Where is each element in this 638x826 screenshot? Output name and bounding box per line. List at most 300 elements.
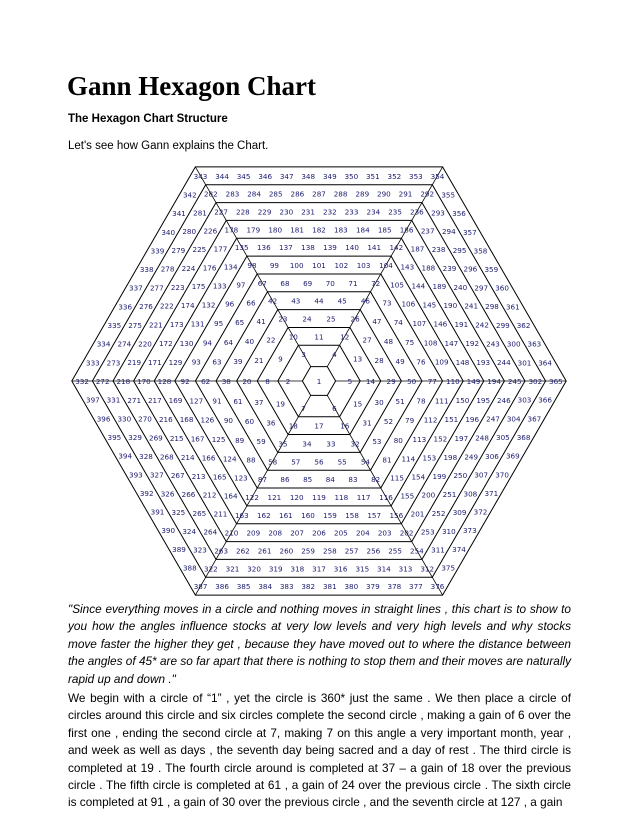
hexagon-number: 261 — [257, 546, 272, 556]
hexagon-number: 87 — [257, 475, 267, 485]
hexagon-number: 46 — [360, 296, 370, 306]
hexagon-number: 110 — [446, 377, 460, 386]
hexagon-number: 392 — [139, 488, 154, 498]
hexagon-number: 137 — [279, 243, 293, 253]
hexagon-number: 233 — [344, 207, 359, 217]
hexagon-number: 391 — [150, 507, 165, 517]
hexagon-number: 72 — [371, 278, 381, 288]
hexagon-number: 259 — [301, 546, 315, 556]
hexagon-number: 9 — [278, 354, 283, 364]
hexagon-number: 33 — [326, 439, 336, 449]
hexagon-number: 241 — [464, 301, 479, 311]
hexagon-number: 23 — [278, 314, 288, 324]
hexagon-number: 387 — [193, 582, 208, 592]
hexagon-number: 176 — [202, 263, 217, 273]
hexagon-number: 269 — [149, 433, 163, 443]
hexagon-number: 353 — [409, 171, 423, 181]
hexagon-number: 103 — [356, 261, 371, 270]
hexagon-number: 360 — [495, 283, 509, 293]
hexagon-number: 187 — [410, 244, 425, 254]
hexagon-number: 141 — [367, 243, 382, 253]
hexagon-number: 288 — [333, 189, 348, 199]
hexagon-number: 205 — [334, 528, 348, 538]
hexagon-number: 196 — [465, 414, 480, 424]
hexagon-number: 107 — [412, 319, 427, 328]
hexagon-number: 153 — [422, 453, 437, 463]
hexagon-number: 134 — [223, 262, 238, 272]
hexagon-number: 311 — [431, 545, 445, 555]
hexagon-number: 10 — [288, 332, 298, 342]
hexagon-number: 177 — [213, 244, 228, 254]
hexagon-number: 117 — [356, 493, 371, 502]
hexagon-number: 253 — [420, 527, 435, 537]
hexagon-number: 371 — [484, 488, 499, 498]
hexagon-number: 171 — [147, 358, 162, 367]
hexagon-number: 128 — [157, 377, 172, 386]
hexagon-number: 355 — [441, 190, 456, 200]
hexagon-number: 109 — [434, 357, 449, 367]
hexagon-number: 104 — [379, 261, 393, 270]
hexagon-number: 224 — [181, 264, 196, 273]
hexagon-number: 145 — [422, 300, 437, 310]
hexagon-number: 218 — [116, 377, 131, 386]
hexagon-number: 238 — [431, 245, 446, 255]
hexagon-number: 332 — [75, 377, 89, 386]
hexagon-number: 82 — [371, 475, 381, 485]
hexagon-number: 211 — [213, 509, 228, 519]
hexagon-number: 322 — [204, 564, 218, 574]
hexagon-number: 281 — [193, 208, 207, 218]
hexagon-number: 26 — [350, 314, 360, 324]
hexagon-number: 304 — [506, 414, 521, 424]
hexagon-numbers — [75, 172, 563, 591]
hexagon-number: 367 — [527, 414, 542, 424]
hexagon-number: 306 — [485, 451, 499, 461]
hexagon-number: 108 — [423, 338, 438, 348]
hexagon-number: 17 — [314, 421, 324, 431]
hexagon-number: 163 — [234, 510, 249, 520]
hexagon-number: 85 — [303, 475, 313, 485]
hexagon-number: 232 — [323, 207, 337, 217]
hexagon-number: 246 — [496, 395, 511, 405]
hexagon-number: 372 — [473, 507, 488, 517]
hexagon-number: 334 — [96, 339, 111, 349]
hexagon-number: 89 — [235, 435, 245, 445]
hexagon-number: 200 — [421, 490, 436, 500]
hexagon-number: 8 — [265, 377, 270, 386]
hexagon-number: 80 — [393, 435, 403, 445]
hexagon-number: 7 — [301, 403, 306, 413]
hexagon-number: 262 — [236, 546, 250, 556]
hexagon-number: 97 — [236, 280, 246, 290]
hexagon-number: 47 — [372, 316, 382, 326]
hexagon-number: 178 — [224, 225, 239, 235]
hexagon-number: 27 — [362, 335, 372, 345]
body-paragraph: We begin with a circle of “1” , yet the circle is 360* just the same . We then place a circle of circles around this circle and six circles complete the second circle , making a gain of 6 over the first one , ending the second circle at 7, making 7 on this angle a very important month, year , and week as well as days , the seventh day being sacred and a day of rest . The third circle is completed at 19 . The fourth circle around is completed at 37 – a gain of 18 over the previous circle . The fifth circle is completed at 61 , a gain of 24 over the previous circle . The sixth circle is completed at 91 , a gain of 30 over the previous circle , and the seventh circle at 127 , a gain — [68, 691, 571, 810]
hexagon-number: 271 — [127, 395, 142, 405]
hexagon-number: 234 — [366, 207, 381, 217]
hexagon-number: 390 — [161, 526, 176, 536]
hexagon-number: 284 — [247, 189, 261, 199]
hexagon-number: 201 — [410, 509, 425, 519]
hexagon-number: 136 — [256, 243, 271, 253]
hexagon-number: 236 — [410, 207, 424, 217]
hexagon-number: 338 — [139, 265, 154, 275]
hexagon-number: 394 — [118, 451, 133, 461]
hexagon-number: 285 — [268, 189, 283, 199]
hexagon-number: 265 — [192, 508, 207, 518]
hexagon-number: 279 — [171, 245, 186, 255]
hexagon-number: 289 — [355, 189, 370, 199]
hexagon-number: 157 — [367, 510, 382, 520]
hexagon-number: 31 — [362, 418, 372, 428]
hexagon-number: 48 — [383, 336, 394, 346]
hexagon-number: 28 — [374, 356, 384, 366]
hexagon-number: 388 — [182, 563, 197, 573]
hexagon-number: 166 — [201, 453, 216, 463]
hexagon-number: 351 — [365, 171, 380, 181]
hexagon-number: 251 — [442, 490, 457, 499]
hexagon-number: 256 — [366, 546, 381, 556]
hexagon-number: 375 — [441, 563, 456, 573]
hexagon-number: 165 — [212, 472, 227, 482]
hexagon-number: 81 — [382, 455, 392, 465]
hexagon-number: 273 — [106, 358, 121, 368]
hexagon-number: 305 — [496, 433, 510, 443]
hexagon-number: 222 — [159, 301, 174, 311]
hexagon-number: 3 — [301, 350, 306, 360]
hexagon-number: 370 — [495, 470, 509, 480]
hexagon-number: 92 — [180, 377, 190, 386]
hexagon-number: 143 — [400, 262, 415, 272]
hexagon-number: 21 — [254, 356, 264, 366]
hexagon-number: 146 — [433, 319, 448, 329]
hexagon-number: 173 — [169, 320, 184, 330]
hexagon-number: 299 — [496, 320, 510, 330]
hexagon-number: 18 — [288, 421, 298, 431]
hexagon-number: 243 — [486, 339, 500, 349]
hexagon-number: 53 — [372, 437, 382, 447]
hexagon-number: 140 — [345, 243, 359, 253]
hexagon-number: 149 — [466, 377, 481, 386]
hexagon-number: 252 — [431, 508, 446, 518]
hexagon-number: 202 — [399, 528, 414, 538]
hexagon-number: 276 — [139, 302, 153, 312]
hexagon-number: 214 — [180, 452, 195, 462]
hexagon-number: 95 — [214, 319, 224, 328]
hexagon-number: 132 — [201, 300, 216, 310]
hexagon-number: 297 — [474, 283, 489, 293]
hexagon-number: 59 — [256, 437, 266, 447]
hexagon-number: 5 — [347, 377, 353, 386]
hexagon-number: 352 — [387, 171, 402, 181]
hexagon-number: 99 — [269, 261, 279, 270]
hexagon-number: 366 — [538, 395, 552, 405]
hexagon-number: 126 — [200, 415, 215, 425]
hexagon-number: 206 — [312, 528, 326, 538]
hexagon-number: 240 — [453, 282, 468, 292]
hexagon-number: 291 — [398, 189, 413, 199]
hexagon-number: 51 — [395, 397, 405, 407]
hexagon-number: 364 — [538, 358, 552, 368]
hexagon-number: 70 — [325, 278, 335, 288]
hexagon-number: 329 — [128, 433, 142, 443]
hexagon-number: 336 — [118, 302, 133, 312]
hexagon-number: 62 — [201, 377, 211, 386]
hexagon-number: 380 — [344, 582, 359, 592]
hexagon-number: 64 — [223, 337, 233, 347]
hexagon-number: 58 — [268, 457, 278, 467]
hexagon-number: 270 — [138, 414, 152, 424]
hexagon-number: 152 — [433, 434, 448, 444]
hexagon-number: 101 — [312, 261, 326, 270]
hexagon-number: 4 — [332, 350, 337, 360]
hexagon-number: 384 — [258, 582, 273, 592]
hexagon-number: 175 — [191, 282, 206, 292]
hexagon-number: 190 — [443, 301, 458, 311]
hexagon-number: 317 — [312, 564, 326, 574]
hexagon-number: 379 — [365, 582, 380, 592]
hexagon-number: 189 — [432, 282, 447, 292]
hexagon-number: 397 — [86, 395, 100, 405]
hexagon-number: 245 — [507, 377, 522, 386]
hexagon-number: 133 — [212, 281, 227, 291]
hexagon-number: 326 — [160, 489, 175, 499]
hexagon-number: 386 — [215, 582, 229, 592]
hexagon-number: 298 — [485, 302, 499, 312]
hexagon-number: 346 — [258, 171, 273, 181]
hexagon-number: 286 — [290, 189, 305, 199]
hexagon-number: 331 — [106, 395, 121, 405]
hexagon-number: 2 — [285, 377, 291, 386]
hexagon-number: 235 — [388, 207, 402, 217]
hexagon-number: 208 — [268, 528, 283, 538]
hexagon-number: 328 — [139, 451, 153, 461]
hexagon-number: 30 — [374, 397, 384, 407]
hexagon-number: 56 — [314, 457, 324, 467]
hexagon-number: 247 — [486, 414, 500, 424]
hexagon-number: 315 — [355, 564, 370, 574]
hexagon-number: 340 — [161, 227, 176, 237]
hexagon-number: 209 — [246, 528, 261, 538]
hexagon-number: 50 — [407, 377, 417, 386]
hexagon-number: 242 — [475, 320, 489, 330]
hexagon-number: 15 — [353, 399, 363, 409]
hexagon-number: 204 — [355, 528, 370, 538]
hexagon-number: 182 — [312, 225, 326, 235]
hexagon-number: 79 — [405, 416, 415, 426]
hexagon-number: 307 — [474, 470, 489, 480]
hexagon-number: 239 — [442, 264, 457, 273]
hexagon-number: 125 — [211, 435, 226, 444]
hexagon-number: 14 — [365, 377, 376, 386]
hexagon-number: 198 — [443, 452, 458, 462]
hexagon-number: 54 — [360, 457, 370, 467]
hexagon-number: 155 — [400, 491, 415, 501]
hexagon-number: 112 — [423, 415, 438, 425]
hexagon-number: 105 — [390, 280, 404, 290]
hexagon-number: 333 — [86, 358, 100, 368]
hexagon-number: 323 — [193, 545, 207, 555]
hexagon-number: 38 — [221, 377, 231, 386]
hexagon-number: 318 — [290, 564, 305, 574]
hexagon-number: 225 — [192, 245, 207, 255]
hexagon-number: 29 — [386, 377, 396, 386]
hexagon-number: 139 — [323, 243, 337, 253]
hexagon-number: 94 — [202, 338, 212, 348]
hexagon-number: 255 — [388, 546, 402, 556]
hexagon-number: 357 — [462, 227, 477, 237]
hexagon-number: 111 — [434, 396, 449, 406]
hexagon-number: 130 — [179, 338, 194, 348]
hexagon-number: 24 — [302, 314, 312, 324]
hexagon-number: 41 — [256, 316, 266, 326]
hexagon-number: 179 — [246, 225, 261, 235]
hexagon-number: 78 — [416, 396, 426, 406]
hexagon-number: 106 — [401, 299, 416, 309]
hexagon-number: 266 — [181, 490, 196, 499]
hexagon-number: 368 — [516, 433, 531, 442]
hexagon-number: 248 — [475, 433, 489, 443]
hexagon-number: 275 — [128, 320, 142, 330]
hexagon-number: 343 — [193, 171, 208, 181]
hexagon-number: 314 — [377, 564, 391, 574]
hexagon-number: 25 — [326, 314, 336, 324]
hexagon-number: 169 — [168, 396, 183, 406]
hexagon-number: 127 — [189, 396, 204, 406]
hexagon-number: 216 — [158, 414, 173, 424]
hexagon-number: 342 — [182, 190, 197, 200]
hexagon-number: 43 — [291, 296, 301, 306]
page-title: Gann Hexagon Chart — [67, 71, 317, 101]
hexagon-number: 358 — [473, 246, 488, 256]
hexagon-number: 344 — [215, 171, 229, 181]
hexagon-number: 260 — [279, 546, 294, 556]
hexagon-number: 217 — [147, 396, 162, 405]
hexagon-number: 219 — [127, 358, 142, 368]
hexagon-number: 272 — [95, 377, 110, 386]
hexagon-number: 354 — [430, 171, 445, 181]
hexagon-number: 138 — [301, 243, 315, 253]
hexagon-number: 168 — [179, 415, 194, 425]
hexagon-number: 258 — [323, 546, 337, 556]
hexagon-number: 230 — [279, 207, 294, 217]
hexagon-number: 345 — [236, 171, 251, 181]
hexagon-number: 302 — [528, 377, 543, 386]
hexagon-number: 395 — [107, 433, 122, 442]
hexagon-number: 63 — [212, 357, 222, 367]
hexagon-number: 287 — [312, 189, 326, 199]
hexagon-number: 378 — [387, 582, 402, 592]
hexagon-number: 144 — [411, 281, 426, 291]
hexagon-number: 20 — [242, 377, 252, 386]
hexagon-number: 244 — [496, 358, 511, 368]
hexagon-number: 393 — [129, 470, 143, 480]
hexagon-number: 220 — [138, 339, 152, 349]
hexagon-number: 39 — [233, 356, 243, 366]
hexagon-number: 84 — [325, 475, 335, 485]
hexagon-number: 60 — [244, 417, 255, 427]
hexagon-number: 19 — [275, 399, 285, 409]
hexagon-number: 296 — [463, 264, 478, 274]
hexagon-number: 197 — [454, 433, 469, 443]
hexagon-number: 301 — [517, 358, 532, 368]
hexagon-number: 382 — [301, 582, 316, 592]
hexagon-number: 131 — [190, 319, 205, 329]
hexagon-number: 300 — [506, 339, 521, 349]
hexagon-number: 118 — [334, 493, 349, 502]
hexagon-number: 374 — [452, 544, 466, 554]
hexagon-number: 369 — [505, 451, 520, 461]
hexagon-number: 203 — [377, 528, 392, 538]
hexagon-number: 316 — [333, 564, 348, 574]
hexagon-number: 151 — [444, 415, 459, 425]
hexagon-number: 199 — [432, 471, 447, 481]
hexagon-number: 88 — [246, 455, 256, 465]
hexagon-number: 237 — [420, 226, 435, 236]
hexagon-number: 65 — [235, 318, 245, 328]
hexagon-number: 207 — [290, 528, 304, 538]
hexagon-number: 231 — [301, 207, 315, 217]
hexagon-number: 68 — [280, 278, 290, 288]
hexagon-number: 172 — [158, 339, 173, 349]
hexagon-number: 292 — [420, 189, 435, 199]
intro-text: Let's see how Gann explains the Chart. — [68, 140, 269, 152]
hexagon-number: 12 — [340, 332, 350, 342]
hexagon-number: 293 — [431, 208, 445, 218]
gann-quote: "Since everything moves in a circle and nothing moves in straight lines , this chart is to show to you how the angles influence stocks at very low levels and very high levels and why stocks move faster the higher they get , because they have moved out to where the distance between the angles of 45* are so far apart that there is nothing to stop them and their moves are naturally rapid up and down ." — [68, 602, 571, 686]
hexagon-number: 226 — [203, 226, 218, 236]
hexagon-number: 61 — [233, 397, 243, 407]
hexagon-number: 192 — [465, 339, 480, 349]
hexagon-number: 254 — [410, 546, 424, 556]
hexagon-number: 69 — [303, 278, 313, 288]
hexagon-number: 161 — [279, 510, 293, 520]
hexagon-number: 308 — [463, 489, 478, 499]
hexagon-number: 365 — [549, 377, 563, 386]
hexagon-number: 116 — [379, 493, 393, 502]
hexagon-number: 100 — [289, 261, 304, 270]
hexagon-number: 49 — [395, 356, 405, 366]
hexagon-number: 147 — [444, 338, 459, 348]
hexagon-number: 195 — [476, 396, 491, 405]
hexagon-number: 13 — [353, 354, 363, 364]
hexagon-number: 363 — [527, 339, 542, 349]
hexagon-number: 377 — [409, 582, 423, 592]
hexagon-number: 76 — [416, 357, 426, 367]
hexagon-number: 174 — [180, 301, 195, 311]
hexagon-number: 194 — [487, 377, 501, 386]
hexagon-number: 294 — [441, 227, 456, 237]
hexagon-number: 263 — [214, 546, 229, 556]
hexagon-number: 119 — [312, 493, 326, 502]
hexagon-number: 383 — [279, 582, 294, 592]
hexagon-number: 36 — [266, 418, 276, 428]
hexagon-number: 278 — [160, 264, 175, 274]
hexagon-number: 129 — [168, 357, 183, 367]
hexagon-number: 71 — [348, 278, 358, 288]
hexagon-number: 164 — [223, 491, 238, 501]
hexagon-number: 250 — [453, 471, 468, 481]
hexagon-number: 280 — [182, 227, 197, 237]
hexagon-number: 73 — [382, 298, 392, 308]
hexagon-number: 319 — [268, 564, 283, 574]
hexagon-number: 283 — [225, 189, 240, 199]
hexagon-number: 102 — [334, 261, 349, 270]
hexagon-number: 341 — [172, 209, 186, 219]
hexagon-number: 290 — [377, 189, 391, 199]
hexagon-number: 32 — [350, 439, 360, 449]
